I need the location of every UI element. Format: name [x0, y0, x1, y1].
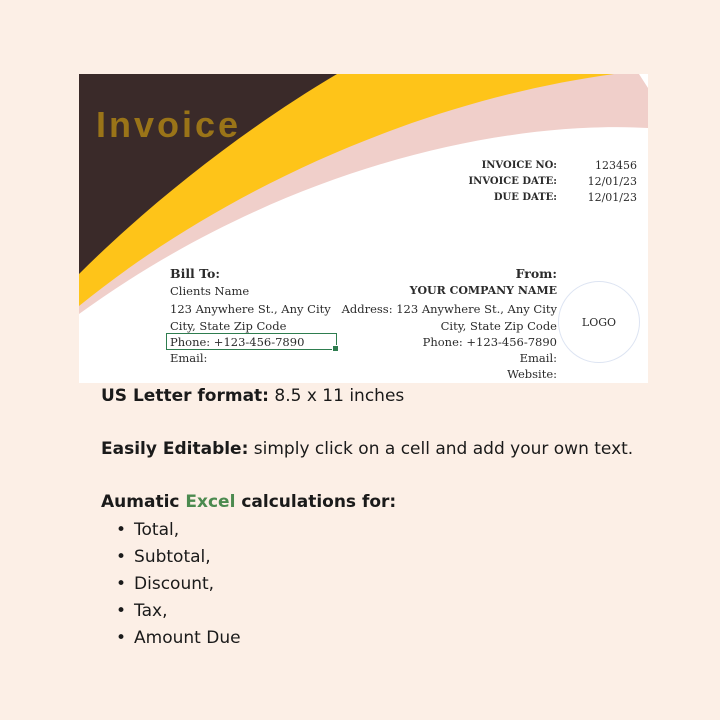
from-heading: From:	[515, 266, 557, 281]
from-website[interactable]: Website:	[507, 367, 557, 381]
bill-to-heading: Bill To:	[170, 266, 220, 281]
bill-to-email[interactable]: Email:	[170, 351, 208, 365]
list-item: • Total,	[116, 520, 241, 547]
invoice-title: Invoice	[96, 104, 242, 145]
bill-to-name[interactable]: Clients Name	[170, 284, 250, 298]
calc-heading	[101, 492, 396, 512]
logo-placeholder[interactable]	[558, 281, 640, 363]
invoice-date-value[interactable]: 12/01/23	[587, 175, 637, 188]
calc-list	[116, 520, 241, 655]
editable-label: Easily Editable:	[101, 439, 249, 459]
list-item: • Subtotal,	[116, 547, 241, 574]
format-label: US Letter format:	[101, 386, 269, 406]
from-email[interactable]: Email:	[519, 351, 557, 365]
list-item: • Amount Due	[116, 628, 241, 655]
from-address1[interactable]: Address: 123 Anywhere St., Any City	[341, 302, 557, 316]
format-value: 8.5 x 11 inches	[268, 386, 405, 406]
from-company[interactable]: YOUR COMPANY NAME	[409, 284, 557, 297]
due-date-label: DUE DATE:	[493, 192, 557, 203]
format-note	[101, 386, 404, 406]
list-item: • Tax,	[116, 601, 241, 628]
invoice-no-value[interactable]: 123456	[595, 159, 637, 172]
invoice-preview	[79, 74, 648, 383]
due-date-value[interactable]: 12/01/23	[587, 191, 637, 204]
calc-excel: Excel	[185, 492, 236, 512]
calc-suffix: calculations for:	[235, 492, 397, 512]
from-address2[interactable]: City, State Zip Code	[440, 319, 557, 333]
editable-value: simply click on a cell and add your own text.	[248, 439, 634, 459]
bill-to-phone[interactable]: Phone: +123-456-7890	[170, 335, 305, 349]
invoice-no-label: INVOICE NO:	[481, 160, 557, 171]
logo-text: LOGO	[581, 315, 617, 329]
editable-note	[101, 439, 633, 459]
from-phone[interactable]: Phone: +123-456-7890	[422, 335, 557, 349]
fill-handle[interactable]	[332, 345, 339, 352]
bill-to-address1[interactable]: 123 Anywhere St., Any City	[170, 302, 331, 316]
bill-to-address2[interactable]: City, State Zip Code	[170, 319, 287, 333]
list-item: • Discount,	[116, 574, 241, 601]
invoice-date-label: INVOICE DATE:	[468, 176, 557, 187]
calc-prefix: Aumatic	[101, 492, 186, 512]
